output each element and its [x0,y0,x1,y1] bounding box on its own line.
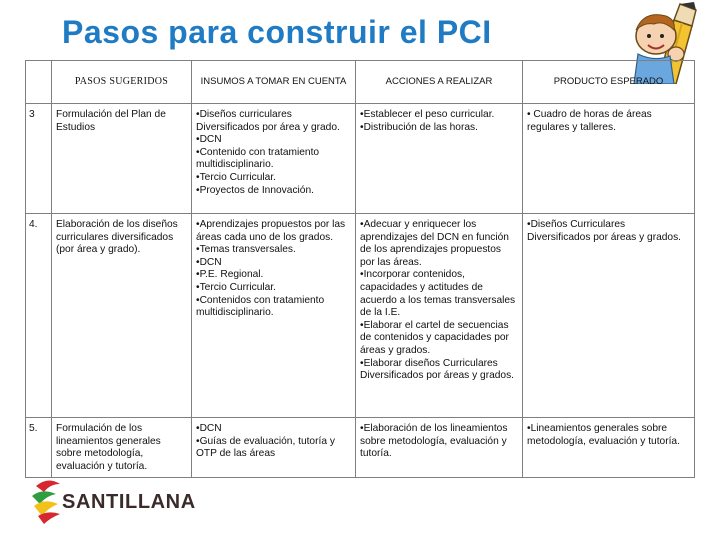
header-acciones: ACCIONES A REALIZAR [356,61,523,104]
acciones-cell [356,418,523,478]
producto-cell [523,418,695,478]
acciones-cell [356,214,523,418]
insumo-item: •Temas transversales. [196,244,296,256]
table-header-row [26,61,695,104]
producto-item: •Diseños Curriculares Diversificados por áreas y grados. [527,219,682,243]
row-number: 3 [26,104,52,214]
accion-item: •Elaboración de los lineamientos sobre metodología, evaluación y tutoría. [360,423,508,460]
table-row [26,104,695,214]
insumo-item: •Aprendizajes propuestos por las áreas cada uno de los grados. [196,219,346,243]
insumo-item: •DCN [196,423,222,434]
accion-item: •Incorporar contenidos, capacidades y actitudes de acuerdo a los temas transversales de la I.E. [360,269,516,319]
acciones-cell [356,104,523,214]
row-number: 4. [26,214,52,418]
accion-item: •Establecer el peso curricular. [360,109,495,120]
insumo-item: •Tercio Curricular. [196,281,276,293]
insumo-item: •Proyectos de Innovación. [196,184,314,196]
insumos-cell [192,214,356,418]
header-insumos: INSUMOS A TOMAR EN CUENTA [192,61,356,104]
producto-cell [523,214,695,418]
header-number [26,61,52,104]
insumo-item: •P.E. Regional. [196,269,264,281]
insumo-item: •Tercio Curricular. [196,171,276,183]
producto-item: •Lineamientos generales sobre metodología, evaluación y tutoría. [527,423,680,447]
accion-item: •Elaborar el cartel de secuencias de contenidos y capacidades por áreas y grados. [360,319,509,356]
insumos-cell [192,418,356,478]
header-producto: PRODUCTO ESPERADO [523,61,695,104]
producto-item: • Cuadro de horas de áreas regulares y talleres. [527,109,652,133]
insumo-item: •DCN [196,256,222,268]
insumos-cell [192,104,356,214]
table-row [26,418,695,478]
paso-cell: Elaboración de los diseños curriculares diversificados (por área y grado). [52,214,192,418]
page-title: Pasos para construir el PCI [62,14,492,50]
santillana-logo-text: SANTILLANA [62,491,196,513]
pci-steps-table [25,60,695,478]
row-number: 5. [26,418,52,478]
accion-item: •Distribución de las horas. [360,121,478,133]
paso-cell: Formulación del Plan de Estudios [52,104,192,214]
insumo-item: •Guías de evaluación, tutoría y OTP de las áreas [196,435,335,460]
table-row [26,214,695,418]
insumo-item: •Contenidos con tratamiento multidisciplinario. [196,294,325,319]
insumo-item: •Contenido con tratamiento multidisciplinario. [196,146,320,171]
header-pasos: PASOS SUGERIDOS [52,61,192,104]
insumo-item: •Diseños curriculares Diversificados por área y grado. [196,109,340,133]
producto-cell [523,104,695,214]
insumo-item: •DCN [196,134,222,146]
paso-cell: Formulación de los lineamientos generales sobre metodología, evaluación y tutoría. [52,418,192,478]
accion-item: •Adecuar y enriquecer los aprendizajes del DCN en función de los aprendizajes propuestos por las áreas. [360,219,509,268]
accion-item: •Elaborar diseños Curriculares Diversificados por áreas y grados. [360,357,515,382]
